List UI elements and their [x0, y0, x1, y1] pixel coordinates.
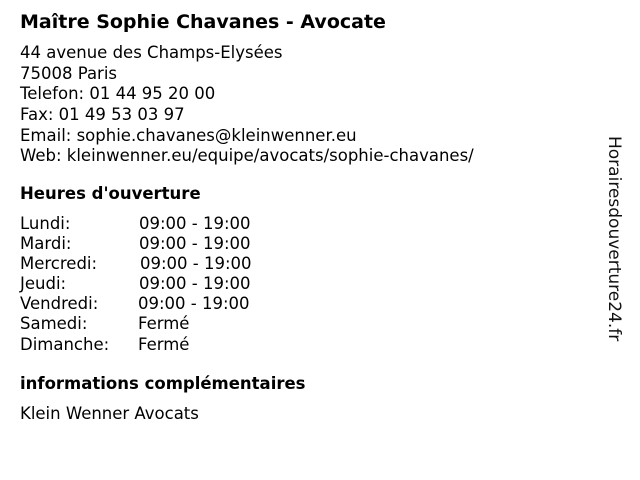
day-hours: Fermé — [138, 314, 190, 334]
contact-block — [20, 43, 474, 167]
hours-heading: Heures d'ouverture — [20, 184, 201, 203]
phone-number: Telefon: 01 44 95 20 00 — [20, 84, 216, 104]
watermark: Horairesdouverture24.fr — [604, 136, 624, 342]
day-label: Mardi: — [20, 234, 72, 254]
day-label: Lundi: — [20, 214, 71, 233]
day-hours: 09:00 - 19:00 — [139, 274, 251, 294]
info-heading: informations complémentaires — [20, 374, 306, 393]
hours-row-vendredi — [20, 294, 320, 314]
fax-number: Fax: 01 49 53 03 97 — [20, 105, 185, 125]
hours-row-dimanche — [20, 335, 320, 355]
page-title: Maître Sophie Chavanes - Avocate — [20, 11, 386, 33]
day-label: Samedi: — [20, 314, 88, 334]
website-url: Web: kleinwenner.eu/equipe/avocats/sophie-chavanes/ — [20, 146, 474, 166]
day-label: Jeudi: — [20, 274, 67, 294]
day-label: Dimanche: — [20, 334, 110, 354]
hours-row-samedi — [20, 314, 320, 334]
hours-table — [20, 214, 320, 355]
day-hours: 09:00 - 19:00 — [140, 254, 252, 274]
info-text: Klein Wenner Avocats — [20, 404, 199, 423]
day-hours: Fermé — [138, 334, 190, 354]
day-hours: 09:00 - 19:00 — [139, 214, 251, 233]
address-city: 75008 Paris — [20, 63, 118, 83]
address-street: 44 avenue des Champs-Elysées — [20, 43, 283, 62]
hours-row-lundi — [20, 214, 320, 234]
day-label: Vendredi: — [20, 294, 99, 314]
day-label: Mercredi: — [20, 254, 98, 274]
hours-row-mercredi — [20, 254, 320, 274]
day-hours: 09:00 - 19:00 — [139, 234, 251, 254]
email-address: Email: sophie.chavanes@kleinwenner.eu — [20, 125, 357, 145]
day-hours: 09:00 - 19:00 — [138, 294, 250, 314]
hours-row-jeudi — [20, 274, 320, 294]
hours-row-mardi — [20, 234, 320, 254]
